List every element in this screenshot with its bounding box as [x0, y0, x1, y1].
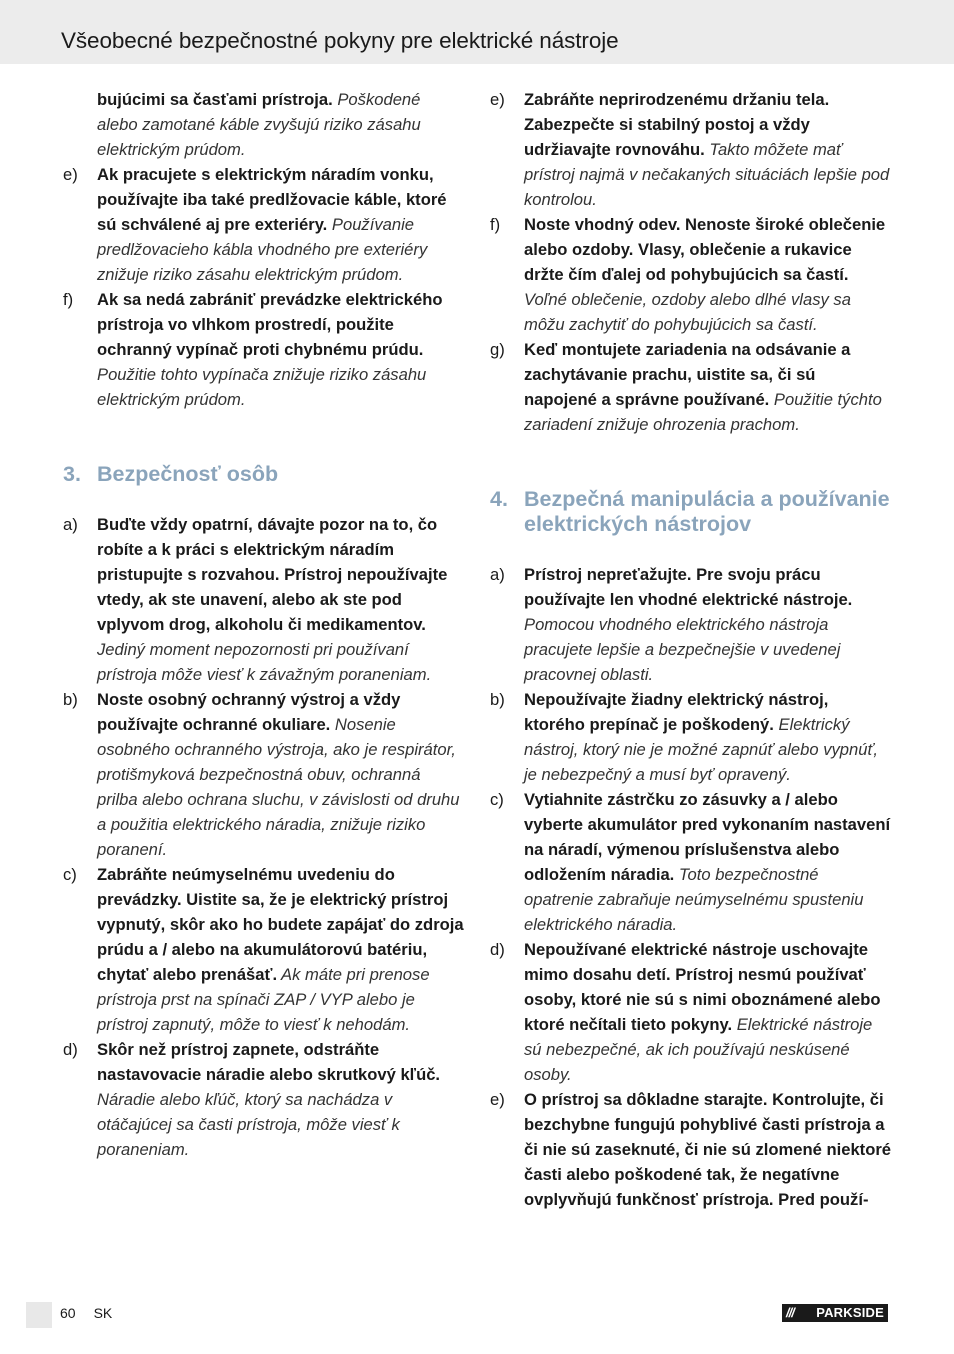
list-item: [490, 787, 892, 937]
right-column: [490, 87, 892, 1212]
section-number: 4.: [490, 487, 508, 511]
item-italic-text: Ak máte pri prenose prístroja prst na spínači ZAP / VYP alebo je prístroj zapnutý, môže to viesť k nehodám.: [97, 965, 430, 1034]
section-number: 3.: [63, 462, 81, 486]
item-italic-text: Poškodené alebo zamotané káble zvyšujú riziko zásahu elektrickým prúdom.: [97, 90, 421, 159]
item-italic-text: Nosenie osobného ochranného výstroja, ako je respirátor, protišmyková bezpečnostná obuv, ochranná prilba alebo ochrana sluchu, v závislosti od druhu a použitia elektrického náradia, znižuje riziko poranení.: [97, 715, 460, 859]
item-bold-text: Skôr než prístroj zapnete, odstráňte nastavovacie náradie alebo skrutkový kľúč.: [97, 1040, 441, 1084]
item-bold-text: Keď montujete zariadenia na odsávanie a zachytávanie prachu, uistite sa, či sú napojené a správne používané.: [524, 340, 851, 409]
item-label: d): [490, 940, 505, 959]
item-bold-text: bujúcimi sa časťami prístroja.: [97, 90, 333, 109]
left-column: [63, 87, 465, 1162]
item-label: e): [490, 90, 505, 109]
list-item: [490, 87, 892, 212]
item-bold-text: Vytiahnite zástrčku zo zásuvky a / alebo vyberte akumulátor pred vykonaním nastavení na náradí, výmenou príslušenstva alebo odložením náradia.: [524, 790, 891, 884]
list-item: [63, 512, 465, 687]
page-number: 60: [60, 1305, 76, 1321]
parkside-logo: [782, 1304, 888, 1322]
page-title: Všeobecné bezpečnostné pokyny pre elektrické nástroje: [61, 28, 619, 53]
item-bold-text: Buďte vždy opatrní, dávajte pozor na to, čo robíte a k práci s elektrickým náradím pristupujte s rozvahou. Prístroj nepoužívajte vtedy, ak ste unavení, alebo ak ste pod vplyvom drog, alkoholu či medikamentov.: [97, 515, 448, 634]
item-label: b): [490, 690, 505, 709]
list-item: [490, 562, 892, 687]
item-label: f): [63, 290, 74, 309]
section-heading: [490, 487, 892, 537]
item-bold-text: Ak pracujete s elektrickým náradím vonku, používajte iba také predlžovacie káble, ktoré sú schválené aj pre exteriéry.: [97, 165, 447, 234]
list-item: [63, 862, 465, 1037]
item-bold-text: Ak sa nedá zabrániť prevádzke elektrického prístroja vo vlhkom prostredí, použite ochranný vypínač proti chybnému prúdu.: [97, 290, 443, 359]
item-bold-text: Noste osobný ochranný výstroj a vždy používajte ochranné okuliare.: [97, 690, 401, 734]
item-italic-text: Náradie alebo kľúč, ktorý sa nachádza v otáčajúcej sa časti prístroja, môže viesť k poraneniam.: [97, 1090, 400, 1159]
list-item-continued: [63, 87, 465, 162]
list-item: [490, 1087, 892, 1212]
section-title: Bezpečná manipulácia a používanie elektrických nástrojov: [524, 487, 890, 536]
item-label: e): [490, 1090, 505, 1109]
list-item: [63, 1037, 465, 1162]
footer: [60, 1305, 130, 1321]
item-italic-text: Toto bezpečnostné opatrenie zabraňuje neúmyselnému spusteniu elektrického náradia.: [524, 865, 864, 934]
item-bold-text: Zabráňte neprirodzenému držaniu tela. Zabezpečte si stabilný postoj a vždy udržiavajte rovnováhu.: [524, 90, 830, 159]
item-bold-text: O prístroj sa dôkladne starajte. Kontrolujte, či bezchybne fungujú pohyblivé časti prístroja a či nie sú zaseknuté, či nie sú zlomené niektoré časti alebo poškodené tak, že negatívne ovplyvňujú funkčnosť prístroja. Pred použí-: [524, 1090, 892, 1209]
item-label: f): [490, 215, 501, 234]
item-label: b): [63, 690, 78, 709]
item-bold-text: Prístroj nepreťažujte. Pre svoju prácu používajte len vhodné elektrické nástroje.: [524, 565, 853, 609]
logo-text: PARKSIDE: [816, 1305, 884, 1320]
item-italic-text: Použitie tohto vypínača znižuje riziko zásahu elektrickým prúdom.: [97, 365, 427, 409]
item-bold-text: Nepoužívajte žiadny elektrický nástroj, ktorého prepínač je poškodený.: [524, 690, 829, 734]
item-label: e): [63, 165, 78, 184]
logo-stripes-icon: ///: [786, 1305, 794, 1320]
list-item: [490, 937, 892, 1087]
list-item: [490, 337, 892, 437]
item-italic-text: Používanie predlžovacieho kábla vhodného pre exteriéry znižuje riziko zásahu elektrickým prúdom.: [97, 215, 428, 284]
item-italic-text: Voľné oblečenie, ozdoby alebo dlhé vlasy sa môžu zachytiť do pohybujúcich sa častí.: [524, 290, 851, 334]
section-title: Bezpečnosť osôb: [97, 462, 279, 486]
item-italic-text: Pomocou vhodného elektrického nástroja pracujete lepšie a bezpečnejšie v uvedenej pracovnej oblasti.: [524, 615, 841, 684]
item-italic-text: Elektrický nástroj, ktorý nie je možné zapnúť alebo vypnúť, je nebezpečný a musí byť opravený.: [524, 715, 878, 784]
item-label: d): [63, 1040, 78, 1059]
item-label: a): [490, 565, 505, 584]
item-italic-text: Jediný moment nepozornosti pri používaní prístroja môže viesť k závažným poraneniam.: [97, 640, 432, 684]
item-italic-text: Použitie týchto zariadení znižuje ohrozenia prachom.: [524, 390, 882, 434]
item-bold-text: Zabráňte neúmyselnému uvedeniu do prevádzky. Uistite sa, že je elektrický prístroj vypnutý, skôr ako ho budete zapájať do zdroja prúdu a / alebo na akumulátorovú batériu, chytať alebo prenášať.: [97, 865, 464, 984]
item-bold-text: Nepoužívané elektrické nástroje uschovajte mimo dosahu detí. Prístroj nesmú používať osoby, ktoré nie sú s nimi oboznámené alebo ktoré nečítali tieto pokyny.: [524, 940, 881, 1034]
list-item: [490, 212, 892, 337]
item-label: c): [490, 790, 504, 809]
item-label: g): [490, 340, 505, 359]
item-italic-text: Elektrické nástroje sú nebezpečné, ak ich používajú neskúsené osoby.: [524, 1015, 873, 1084]
list-item: [63, 687, 465, 862]
item-label: c): [63, 865, 77, 884]
section-heading: [63, 462, 465, 487]
list-item: [63, 162, 465, 287]
item-label: a): [63, 515, 78, 534]
page-number-box: [26, 1302, 52, 1328]
item-italic-text: Takto môžete mať prístroj najmä v nečakaných situáciách lepšie pod kontrolou.: [524, 140, 890, 209]
item-bold-text: Noste vhodný odev. Nenoste široké oblečenie alebo ozdoby. Vlasy, oblečenie a rukavice držte čím ďalej od pohybujúcich sa častí.: [524, 215, 886, 284]
page-header: [0, 0, 954, 64]
list-item: [63, 287, 465, 412]
language-code: SK: [93, 1305, 113, 1321]
list-item: [490, 687, 892, 787]
